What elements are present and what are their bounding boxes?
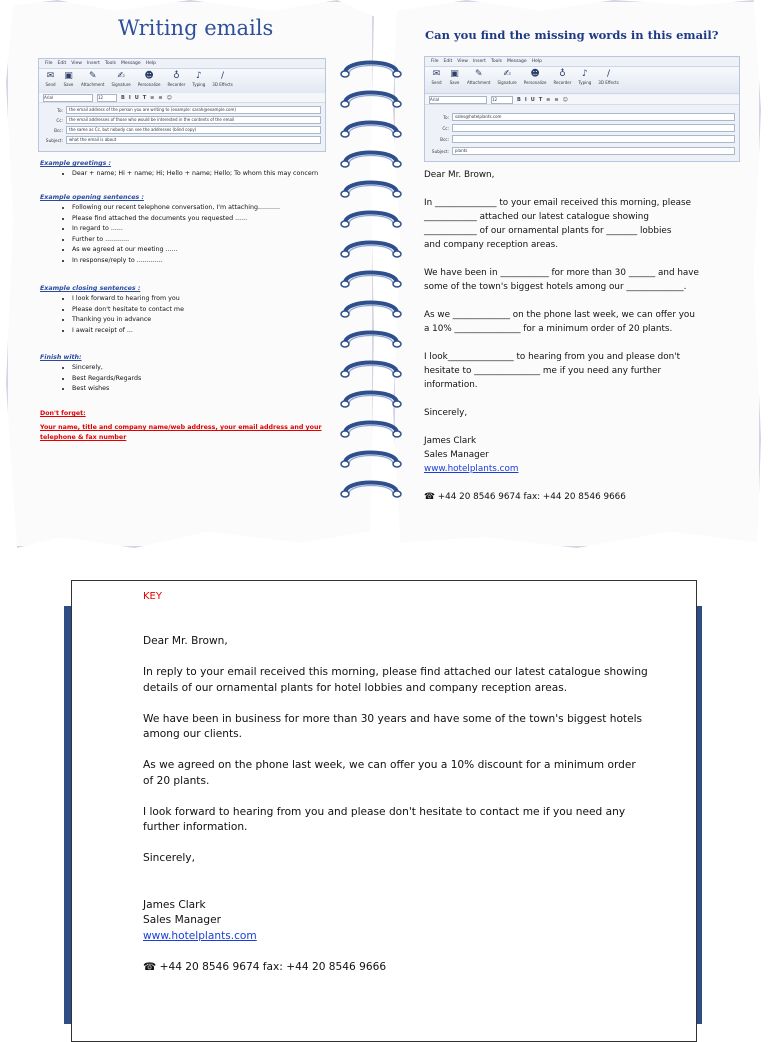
cc-field[interactable]: the email addresses of those who would be interested in the contents of the email bbox=[66, 116, 321, 124]
signature-name: James Clark bbox=[424, 436, 477, 446]
cc-field[interactable] bbox=[452, 124, 735, 132]
binding-ring bbox=[339, 175, 403, 199]
subject-row: Subject: what the email is about bbox=[39, 136, 325, 144]
key-email bbox=[143, 634, 663, 975]
binding-ring bbox=[339, 445, 403, 469]
align-center-icon[interactable]: ≡ bbox=[554, 96, 559, 103]
finish-section bbox=[40, 354, 141, 396]
key-line: of 20 plants. bbox=[143, 774, 210, 787]
bcc-row: Bcc: bbox=[425, 135, 739, 143]
save-icon: ▣ bbox=[450, 69, 459, 79]
personalize-button[interactable]: ☻ Personalize bbox=[137, 71, 161, 87]
list-item: • Thanking you in advance bbox=[72, 316, 184, 323]
size-select[interactable]: 12 bbox=[491, 96, 513, 104]
email-line: a 10% _______________ for a minimum order of 20 plants. bbox=[424, 324, 673, 334]
typing-button[interactable]: ♪ Typing bbox=[192, 71, 206, 87]
menu-file[interactable]: File bbox=[431, 58, 439, 64]
email-line: information. bbox=[424, 380, 478, 390]
email-closing: Sincerely, bbox=[424, 408, 468, 418]
left-page-title: Writing emails bbox=[118, 16, 274, 40]
binding-ring bbox=[339, 295, 403, 319]
font-select[interactable]: Arial bbox=[43, 94, 93, 102]
to-field[interactable]: sales@hotelplants.com bbox=[452, 113, 735, 121]
recorder-button[interactable]: ♁ Recorder bbox=[167, 71, 186, 87]
binding-ring bbox=[339, 145, 403, 169]
personalize-icon: ☻ bbox=[530, 69, 540, 79]
closing-heading: Example closing sentences : bbox=[40, 285, 141, 292]
paperclip-icon: ✎ bbox=[88, 71, 97, 81]
list-item: • Best wishes bbox=[72, 385, 141, 392]
binding-ring bbox=[339, 385, 403, 409]
phone-line: ☎ +44 20 8546 9674 fax: +44 20 8546 9666 bbox=[424, 492, 626, 502]
list-item: • Please don't hesitate to contact me bbox=[72, 306, 184, 313]
key-signature-name: James Clark bbox=[143, 898, 206, 911]
emoji-icon[interactable]: ☺ bbox=[562, 96, 568, 103]
finish-heading: Finish with: bbox=[40, 354, 82, 361]
menu-tools[interactable]: Tools bbox=[490, 58, 502, 64]
personalize-icon: ☻ bbox=[144, 71, 154, 81]
microphone-icon: ♁ bbox=[559, 69, 566, 79]
exercise-email bbox=[424, 168, 754, 504]
align-left-icon[interactable]: ≡ bbox=[150, 94, 155, 101]
underline-button[interactable]: U bbox=[530, 96, 535, 103]
menu-edit[interactable]: Edit bbox=[57, 60, 67, 66]
typing-icon: ♪ bbox=[581, 69, 588, 79]
signature-icon: ✍ bbox=[503, 69, 511, 79]
opening-section bbox=[40, 194, 280, 268]
subject-field[interactable]: plants bbox=[452, 147, 735, 155]
microphone-icon: ♁ bbox=[173, 71, 180, 81]
key-line: We have been in business for more than 30 years and have some of the town's biggest hotels bbox=[143, 712, 643, 725]
cc-row: Cc: the email addresses of those who would be interested in the contents of the email bbox=[39, 116, 325, 124]
email-line: some of the town's biggest hotels among our _____________. bbox=[424, 282, 687, 292]
list-item: • Sincerely, bbox=[72, 364, 141, 371]
subject-row: Subject: plants bbox=[425, 147, 739, 155]
menu-message[interactable]: Message bbox=[120, 60, 141, 66]
cc-row: Cc: bbox=[425, 124, 739, 132]
menu-view[interactable]: View bbox=[71, 60, 82, 66]
italic-button[interactable]: I bbox=[128, 94, 131, 101]
bold-button[interactable]: B bbox=[517, 96, 521, 103]
key-website-link[interactable]: www.hotelplants.com bbox=[143, 929, 257, 942]
key-signature-position: Sales Manager bbox=[143, 914, 221, 926]
bcc-row: Bcc: the same as Cc, but nobody can see the addresses (blind copy) bbox=[39, 126, 325, 134]
key-left-bar bbox=[64, 606, 71, 1024]
binding-ring bbox=[339, 415, 403, 439]
telephone-icon: ☎ bbox=[424, 492, 435, 502]
attachment-button[interactable]: ✎ Attachment bbox=[467, 69, 491, 85]
key-greeting: Dear Mr. Brown, bbox=[143, 635, 228, 647]
binding-ring bbox=[339, 265, 403, 289]
list-item: • Best Regards/Regards bbox=[72, 375, 141, 382]
website-link[interactable]: www.hotelplants.com bbox=[424, 464, 519, 474]
list-item: • In response/reply to ............. bbox=[72, 257, 280, 264]
menu-edit[interactable]: Edit bbox=[443, 58, 453, 64]
key-closing: Sincerely, bbox=[143, 852, 195, 864]
3d-effects-button[interactable]: / 3D Effects bbox=[212, 71, 233, 87]
italic-button[interactable]: I bbox=[524, 96, 527, 103]
attachment-button[interactable]: ✎ Attachment bbox=[81, 71, 105, 87]
bcc-field[interactable] bbox=[452, 135, 735, 143]
key-line: As we agreed on the phone last week, we can offer you a 10% discount for a minimum order bbox=[143, 759, 636, 771]
binding-ring bbox=[339, 55, 403, 79]
greetings-heading: Example greetings : bbox=[40, 160, 112, 167]
underline-button[interactable]: U bbox=[134, 94, 139, 101]
email-line: ____________ of our ornamental plants for _______ lobbies bbox=[424, 226, 672, 236]
send-button[interactable]: ✉ Send bbox=[431, 69, 442, 85]
subject-field[interactable]: what the email is about bbox=[66, 136, 321, 144]
telephone-icon: ☎ bbox=[143, 960, 157, 973]
key-line: details of our ornamental plants for hotel lobbies and company reception areas. bbox=[143, 681, 568, 694]
email-greeting: Dear Mr. Brown, bbox=[424, 170, 495, 180]
list-item: • In regard to ...... bbox=[72, 225, 280, 232]
menu-message[interactable]: Message bbox=[506, 58, 527, 64]
align-left-icon[interactable]: ≡ bbox=[546, 96, 551, 103]
wand-icon: / bbox=[607, 69, 611, 79]
format-bar bbox=[425, 95, 739, 105]
text-color-button[interactable]: T bbox=[142, 94, 147, 101]
key-phone-line: ☎ +44 20 8546 9674 fax: +44 20 8546 9666 bbox=[143, 960, 387, 973]
recorder-button[interactable]: ♁ Recorder bbox=[553, 69, 572, 85]
email-line: As we _____________ on the phone last week, we can offer you bbox=[424, 310, 695, 320]
align-center-icon[interactable]: ≡ bbox=[158, 94, 163, 101]
to-row: To: the email address of the person you are writing to (example: sarah@example.com) bbox=[39, 106, 325, 114]
binding-ring bbox=[339, 475, 403, 499]
closing-section bbox=[40, 285, 184, 337]
menu-help[interactable]: Help bbox=[145, 60, 156, 66]
signature-button[interactable]: ✍ Signature bbox=[497, 69, 517, 85]
email-line: We have been in ___________ for more than 30 ______ and have bbox=[424, 268, 699, 278]
binding-ring bbox=[339, 115, 403, 139]
list-item: • As we agreed at our meeting ...... bbox=[72, 246, 280, 253]
key-line: I look forward to hearing from you and please don't hesitate to contact me if you need any bbox=[143, 805, 626, 818]
binding-ring bbox=[339, 85, 403, 109]
email-line: In ______________ to your email received this morning, please bbox=[424, 198, 691, 208]
dont-forget-section bbox=[40, 410, 330, 443]
size-select[interactable]: 12 bbox=[97, 94, 117, 102]
signature-button[interactable]: ✍ Signature bbox=[111, 71, 131, 87]
binding-ring bbox=[339, 235, 403, 259]
menu-bar bbox=[39, 59, 325, 67]
key-label: KEY bbox=[143, 591, 162, 602]
bold-button[interactable]: B bbox=[121, 94, 125, 101]
list-item: • Further to ............ bbox=[72, 236, 280, 243]
3d-effects-button[interactable]: / 3D Effects bbox=[598, 69, 619, 85]
dont-forget-heading: Don't forget: bbox=[40, 410, 86, 417]
email-line: I look_______________ to hearing from you and please don't bbox=[424, 352, 681, 362]
signature-icon: ✍ bbox=[117, 71, 125, 81]
paperclip-icon: ✎ bbox=[474, 69, 483, 79]
personalize-button[interactable]: ☻ Personalize bbox=[523, 69, 547, 85]
list-item: • I look forward to hearing from you bbox=[72, 295, 184, 302]
typing-icon: ♪ bbox=[195, 71, 202, 81]
binding-ring bbox=[339, 325, 403, 349]
send-button[interactable]: ✉ Send bbox=[45, 71, 56, 87]
key-line: among our clients. bbox=[143, 728, 243, 740]
list-item: • Dear + name; Hi + name; Hi; Hello + name; Hello; To whom this may concern bbox=[72, 170, 318, 177]
opening-heading: Example opening sentences : bbox=[40, 194, 144, 201]
emoji-icon[interactable]: ☺ bbox=[166, 94, 172, 101]
save-button[interactable]: ▣ Save bbox=[449, 69, 460, 85]
send-icon: ✉ bbox=[432, 69, 441, 79]
key-line: In reply to your email received this morning, please find attached our latest catalogue showing bbox=[143, 666, 648, 678]
save-icon: ▣ bbox=[64, 71, 73, 81]
spiral-binding bbox=[339, 55, 403, 500]
menu-insert[interactable]: Insert bbox=[472, 58, 486, 64]
typing-button[interactable]: ♪ Typing bbox=[578, 69, 592, 85]
email-line: hesitate to _______________ me if you need any further bbox=[424, 366, 662, 376]
list-item: • Following our recent telephone conversation, I'm attaching........... bbox=[72, 204, 280, 211]
menu-insert[interactable]: Insert bbox=[86, 60, 100, 66]
font-select[interactable]: Arial bbox=[429, 96, 487, 104]
toolbar bbox=[425, 66, 739, 94]
format-bar bbox=[39, 93, 325, 103]
to-row: To: sales@hotelplants.com bbox=[425, 113, 739, 121]
to-field[interactable]: the email address of the person you are writing to (example: sarah@example.com) bbox=[66, 106, 321, 114]
text-color-button[interactable]: T bbox=[538, 96, 543, 103]
toolbar bbox=[39, 68, 325, 94]
list-item: • I await receipt of ... bbox=[72, 327, 184, 334]
signature-position: Sales Manager bbox=[424, 450, 489, 460]
save-button[interactable]: ▣ Save bbox=[63, 71, 74, 87]
key-line: further information. bbox=[143, 821, 248, 833]
bcc-field[interactable]: the same as Cc, but nobody can see the addresses (blind copy) bbox=[66, 126, 321, 134]
menu-bar bbox=[425, 57, 739, 65]
email-line: ____________ attached our latest catalogue showing bbox=[424, 212, 649, 222]
right-email-client bbox=[424, 56, 740, 162]
dont-forget-text: Your name, title and company name/web address, your email address and your telephone & fax number bbox=[40, 424, 322, 441]
menu-tools[interactable]: Tools bbox=[104, 60, 116, 66]
binding-ring bbox=[339, 355, 403, 379]
greetings-section bbox=[40, 160, 318, 181]
binding-ring bbox=[339, 205, 403, 229]
right-page-title: Can you find the missing words in this email? bbox=[425, 28, 719, 42]
menu-view[interactable]: View bbox=[457, 58, 468, 64]
list-item: • Please find attached the documents you requested ...... bbox=[72, 215, 280, 222]
menu-file[interactable]: File bbox=[45, 60, 53, 66]
wand-icon: / bbox=[221, 71, 225, 81]
send-icon: ✉ bbox=[46, 71, 55, 81]
menu-help[interactable]: Help bbox=[531, 58, 542, 64]
left-email-client bbox=[38, 58, 326, 152]
email-line: and company reception areas. bbox=[424, 240, 558, 250]
